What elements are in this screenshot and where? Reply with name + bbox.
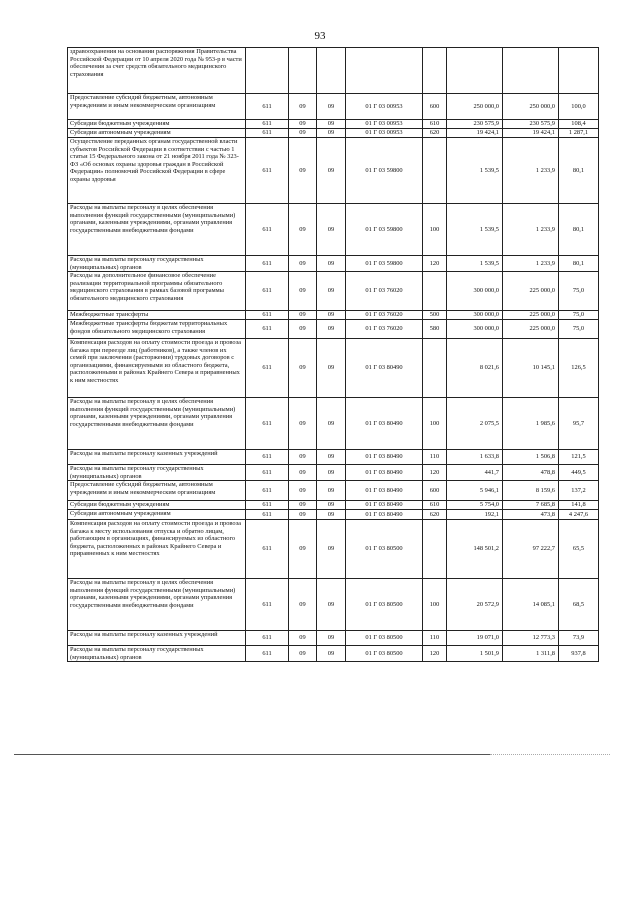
cell-admin-code: 611 [246,256,289,272]
cell-percent [559,48,599,94]
cell-executed-amount: 225 000,0 [503,320,559,339]
cell-planned-amount: 148 501,2 [447,520,503,579]
cell-item-name: Предоставление субсидий бюджетным, автономным учреждениям и иным некоммерческим организациям [68,94,246,120]
cell-percent: 75,0 [559,272,599,311]
cell-section: 09 [289,120,317,129]
cell-target-article: 01 Г 03 80490 [346,398,423,450]
cell-executed-amount: 97 222,7 [503,520,559,579]
cell-expense-type: 620 [423,129,447,138]
table-row [68,510,599,520]
cell-expense-type: 610 [423,501,447,510]
cell-subsection: 09 [317,465,346,481]
cell-planned-amount: 1 501,9 [447,646,503,662]
cell-admin-code: 611 [246,204,289,256]
cell-target-article: 01 Г 03 80490 [346,465,423,481]
cell-subsection: 09 [317,631,346,646]
cell-subsection: 09 [317,501,346,510]
cell-admin-code: 611 [246,339,289,398]
cell-percent: 75,0 [559,320,599,339]
cell-target-article: 01 Г 03 80490 [346,501,423,510]
cell-subsection: 09 [317,450,346,465]
cell-executed-amount: 473,8 [503,510,559,520]
cell-item-name: Межбюджетные трансферты [68,311,246,320]
cell-expense-type [423,339,447,398]
cell-percent: 80,1 [559,204,599,256]
cell-subsection [317,48,346,94]
cell-executed-amount: 1 233,9 [503,138,559,204]
cell-section: 09 [289,320,317,339]
cell-target-article: 01 Г 03 80500 [346,646,423,662]
cell-planned-amount: 1 539,5 [447,256,503,272]
cell-expense-type: 120 [423,465,447,481]
cell-item-name: Субсидии бюджетным учреждениям [68,501,246,510]
cell-expense-type: 110 [423,450,447,465]
cell-item-name: Расходы на дополнительное финансовое обеспечение реализации территориальной программы обязательного медицинского страхования в рамках базовой программы обязательного медицинского страхования [68,272,246,311]
footer-rule [14,754,490,755]
table-row [68,138,599,204]
table-row [68,398,599,450]
cell-percent: 449,5 [559,465,599,481]
cell-item-name: Расходы на выплаты персоналу казенных учреждений [68,450,246,465]
cell-section: 09 [289,501,317,510]
cell-admin-code: 611 [246,501,289,510]
cell-admin-code: 611 [246,481,289,501]
cell-percent: 1 287,1 [559,129,599,138]
cell-planned-amount: 1 539,5 [447,138,503,204]
cell-section: 09 [289,339,317,398]
cell-item-name: Предоставление субсидий бюджетным, автономным учреждениям и иным некоммерческим организациям [68,481,246,501]
cell-executed-amount: 1 985,6 [503,398,559,450]
cell-subsection: 09 [317,510,346,520]
cell-item-name: Субсидии автономным учреждениям [68,510,246,520]
cell-expense-type [423,272,447,311]
cell-item-name: Межбюджетные трансферты бюджетам территориальных фондов обязательного медицинского страхования [68,320,246,339]
cell-executed-amount: 1 233,9 [503,204,559,256]
cell-admin-code: 611 [246,138,289,204]
cell-expense-type: 580 [423,320,447,339]
cell-target-article: 01 Г 03 00953 [346,94,423,120]
cell-subsection: 09 [317,481,346,501]
cell-section: 09 [289,272,317,311]
table-row [68,481,599,501]
cell-executed-amount [503,48,559,94]
cell-item-name: Расходы на выплаты персоналу в целях обеспечения выполнения функций государственными (муниципальными) органами, казенными учреждениями, органами управления государственными внебюджетными фондами [68,579,246,631]
table-row [68,272,599,311]
cell-section: 09 [289,256,317,272]
table-row [68,579,599,631]
table-row [68,339,599,398]
cell-target-article: 01 Г 03 80490 [346,339,423,398]
cell-section: 09 [289,311,317,320]
cell-expense-type: 600 [423,481,447,501]
cell-item-name: Расходы на выплаты персоналу казенных учреждений [68,631,246,646]
cell-subsection: 09 [317,129,346,138]
cell-executed-amount: 10 145,1 [503,339,559,398]
table-row [68,450,599,465]
cell-target-article: 01 Г 03 80500 [346,579,423,631]
table-row [68,631,599,646]
cell-admin-code [246,48,289,94]
table-row [68,520,599,579]
cell-percent: 100,0 [559,94,599,120]
budget-table-body [68,48,599,662]
cell-executed-amount: 250 000,0 [503,94,559,120]
cell-item-name: Расходы на выплаты персоналу государственных (муниципальных) органов [68,646,246,662]
cell-target-article: 01 Г 03 80500 [346,520,423,579]
cell-subsection: 09 [317,94,346,120]
cell-executed-amount: 1 506,8 [503,450,559,465]
cell-section: 09 [289,398,317,450]
cell-section: 09 [289,579,317,631]
cell-subsection: 09 [317,256,346,272]
cell-target-article: 01 Г 03 80490 [346,481,423,501]
cell-section: 09 [289,204,317,256]
cell-planned-amount: 5 754,0 [447,501,503,510]
cell-expense-type: 100 [423,398,447,450]
cell-planned-amount: 8 021,6 [447,339,503,398]
cell-target-article: 01 Г 03 80500 [346,631,423,646]
cell-item-name: Расходы на выплаты персоналу в целях обеспечения выполнения функций государственными (муниципальными) органами, казенными учреждениями, органами управления государственными внебюджетными фондами [68,204,246,256]
cell-subsection: 09 [317,120,346,129]
cell-planned-amount: 2 075,5 [447,398,503,450]
cell-item-name: Расходы на выплаты персоналу государственных (муниципальных) органов [68,256,246,272]
cell-executed-amount: 19 424,1 [503,129,559,138]
cell-section: 09 [289,510,317,520]
table-row [68,256,599,272]
cell-subsection: 09 [317,339,346,398]
cell-admin-code: 611 [246,631,289,646]
cell-admin-code: 611 [246,450,289,465]
cell-target-article: 01 Г 03 76020 [346,272,423,311]
cell-planned-amount: 300 000,0 [447,311,503,320]
cell-percent: 68,5 [559,579,599,631]
cell-section: 09 [289,646,317,662]
cell-admin-code: 611 [246,520,289,579]
cell-planned-amount: 20 572,9 [447,579,503,631]
cell-admin-code: 611 [246,579,289,631]
cell-expense-type: 620 [423,510,447,520]
table-row [68,311,599,320]
cell-expense-type: 500 [423,311,447,320]
cell-expense-type: 100 [423,204,447,256]
cell-expense-type: 110 [423,631,447,646]
cell-percent: 65,5 [559,520,599,579]
cell-section: 09 [289,631,317,646]
table-row [68,465,599,481]
cell-planned-amount: 250 000,0 [447,94,503,120]
table-row [68,48,599,94]
cell-executed-amount: 7 685,8 [503,501,559,510]
cell-admin-code: 611 [246,311,289,320]
cell-expense-type: 120 [423,646,447,662]
cell-percent: 80,1 [559,256,599,272]
cell-percent: 95,7 [559,398,599,450]
cell-section: 09 [289,481,317,501]
cell-planned-amount: 192,1 [447,510,503,520]
cell-section: 09 [289,94,317,120]
cell-subsection: 09 [317,311,346,320]
cell-subsection: 09 [317,204,346,256]
cell-section: 09 [289,138,317,204]
table-row [68,120,599,129]
cell-percent: 937,8 [559,646,599,662]
cell-expense-type: 100 [423,579,447,631]
cell-item-name: Компенсация расходов на оплату стоимости проезда и провоза багажа при переезде лиц (работников), а также членов их семей при заключении (расторжении) трудовых договоров с организациями, финансируемыми из областного бюджета, расположенными в районах Крайнего Севера и приравненных к ним местностях [68,339,246,398]
cell-executed-amount: 8 159,6 [503,481,559,501]
table-row [68,501,599,510]
cell-expense-type: 610 [423,120,447,129]
cell-section: 09 [289,520,317,579]
cell-percent: 80,1 [559,138,599,204]
cell-executed-amount: 225 000,0 [503,272,559,311]
table-row [68,129,599,138]
cell-executed-amount: 230 575,9 [503,120,559,129]
cell-target-article: 01 Г 03 76020 [346,320,423,339]
cell-percent: 121,5 [559,450,599,465]
cell-executed-amount: 12 773,3 [503,631,559,646]
cell-section [289,48,317,94]
footer-rule-faint [490,754,610,755]
cell-subsection: 09 [317,272,346,311]
table-row [68,646,599,662]
cell-percent: 4 247,6 [559,510,599,520]
cell-admin-code: 611 [246,129,289,138]
cell-target-article: 01 Г 03 76020 [346,311,423,320]
cell-section: 09 [289,450,317,465]
cell-percent: 75,0 [559,311,599,320]
cell-admin-code: 611 [246,510,289,520]
cell-section: 09 [289,465,317,481]
cell-admin-code: 611 [246,398,289,450]
table-row [68,320,599,339]
table-row [68,204,599,256]
cell-percent: 108,4 [559,120,599,129]
cell-item-name: Субсидии автономным учреждениям [68,129,246,138]
cell-percent: 137,2 [559,481,599,501]
cell-planned-amount [447,48,503,94]
cell-planned-amount: 5 946,1 [447,481,503,501]
cell-expense-type [423,138,447,204]
cell-planned-amount: 230 575,9 [447,120,503,129]
cell-subsection: 09 [317,520,346,579]
cell-admin-code: 611 [246,272,289,311]
cell-target-article: 01 Г 03 59800 [346,256,423,272]
cell-target-article: 01 Г 03 80490 [346,510,423,520]
table-row [68,94,599,120]
cell-admin-code: 611 [246,120,289,129]
cell-planned-amount: 300 000,0 [447,320,503,339]
cell-planned-amount: 19 071,0 [447,631,503,646]
cell-percent: 126,5 [559,339,599,398]
cell-item-name: Субсидии бюджетным учреждениям [68,120,246,129]
cell-item-name: Осуществление переданных органам государственной власти субъектов Российской Федерации в соответствии с частью 1 статьи 15 Федерального закона от 21 ноября 2011 года № 323-ФЗ «Об основах охраны здоровья граждан в Российской Федерации» полномочий Российской Федерации в сфере охраны здоровья [68,138,246,204]
cell-subsection: 09 [317,398,346,450]
cell-item-name: Расходы на выплаты персоналу государственных (муниципальных) органов [68,465,246,481]
cell-admin-code: 611 [246,320,289,339]
cell-executed-amount: 1 233,9 [503,256,559,272]
cell-planned-amount: 441,7 [447,465,503,481]
cell-executed-amount: 478,8 [503,465,559,481]
cell-subsection: 09 [317,320,346,339]
cell-subsection: 09 [317,579,346,631]
cell-item-name: Расходы на выплаты персоналу в целях обеспечения выполнения функций государственными (муниципальными) органами, казенными учреждениями, органами управления государственными внебюджетными фондами [68,398,246,450]
cell-subsection: 09 [317,138,346,204]
cell-target-article: 01 Г 03 80490 [346,450,423,465]
cell-item-name: Компенсация расходов на оплату стоимости проезда и провоза багажа к месту использования отпуска и обратно лицам, работающим в организациях, финансируемых из областного бюджета, расположенных в районах Крайнего Севера и приравненных к ним местностях [68,520,246,579]
cell-admin-code: 611 [246,94,289,120]
cell-percent: 141,8 [559,501,599,510]
cell-expense-type: 600 [423,94,447,120]
cell-planned-amount: 1 539,5 [447,204,503,256]
cell-percent: 73,9 [559,631,599,646]
page-number: 93 [314,30,326,42]
cell-item-name: здравоохранения на основании распоряжения Правительства Российской Федерации от 10 апреля 2020 года № 953-р в части обеспечения за счет средств обязательного медицинского страхования [68,48,246,94]
cell-planned-amount: 19 424,1 [447,129,503,138]
cell-executed-amount: 14 085,1 [503,579,559,631]
cell-expense-type [423,520,447,579]
cell-planned-amount: 300 000,0 [447,272,503,311]
cell-expense-type [423,48,447,94]
cell-target-article: 01 Г 03 00953 [346,120,423,129]
cell-target-article: 01 Г 03 59800 [346,138,423,204]
cell-target-article: 01 Г 03 59800 [346,204,423,256]
cell-executed-amount: 1 311,8 [503,646,559,662]
cell-admin-code: 611 [246,646,289,662]
cell-target-article [346,48,423,94]
cell-admin-code: 611 [246,465,289,481]
budget-table [67,47,599,662]
cell-planned-amount: 1 633,8 [447,450,503,465]
cell-expense-type: 120 [423,256,447,272]
cell-target-article: 01 Г 03 00953 [346,129,423,138]
cell-subsection: 09 [317,646,346,662]
cell-executed-amount: 225 000,0 [503,311,559,320]
cell-section: 09 [289,129,317,138]
